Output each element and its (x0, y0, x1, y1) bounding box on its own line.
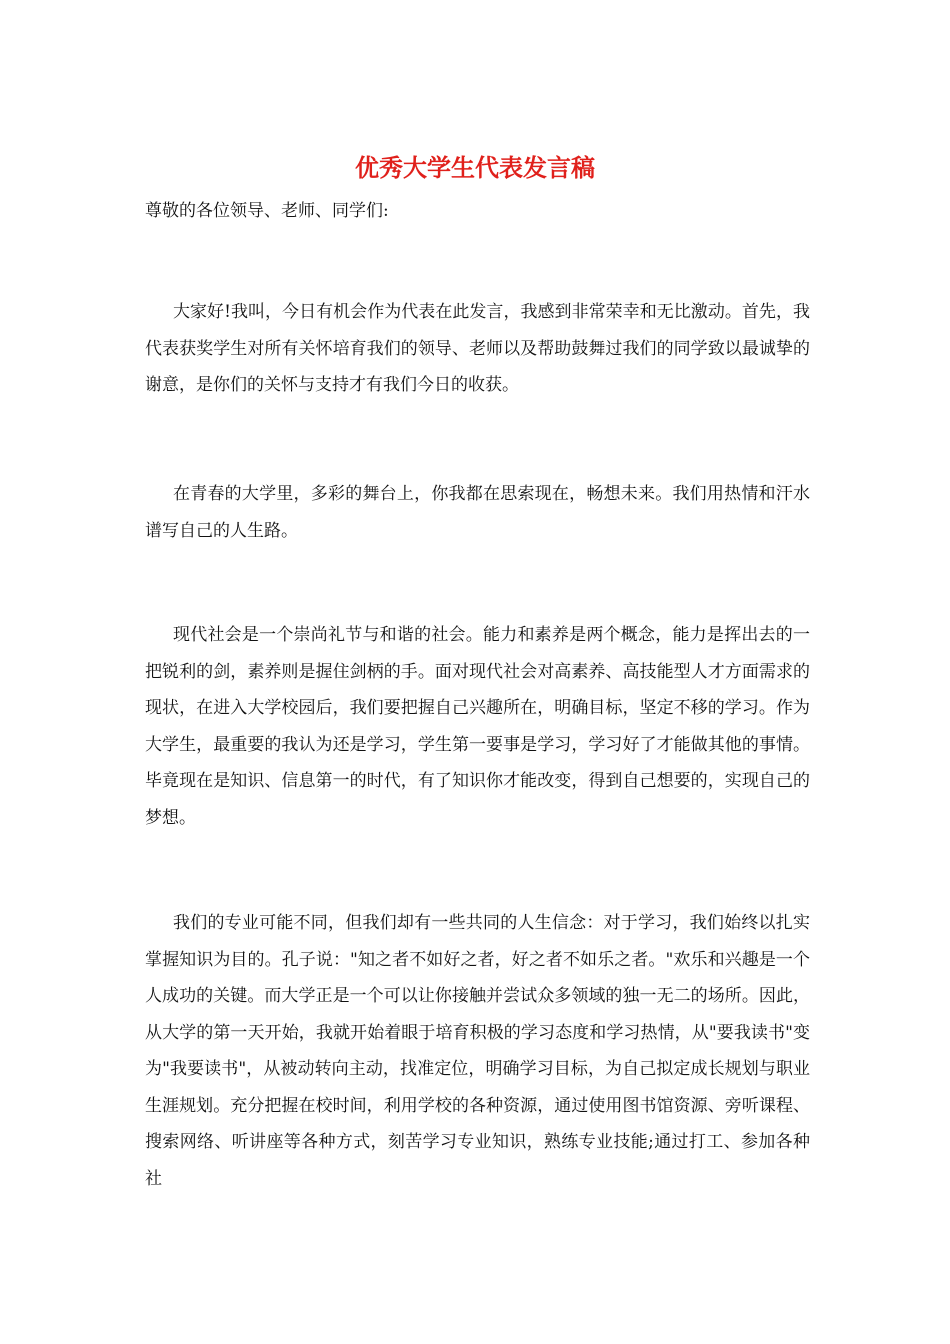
document-title: 优秀大学生代表发言稿 (355, 153, 595, 182)
paragraph-1: 大家好!我叫，今日有机会作为代表在此发言，我感到非常荣幸和无比激动。首先，我代表获奖学生对所有关怀培育我们的领导、老师以及帮助鼓舞过我们的同学致以最诚挚的谢意，是你们的关怀与支持才有我们今日的收获。 (145, 302, 810, 395)
paragraph-4: 我们的专业可能不同，但我们却有一些共同的人生信念：对于学习，我们始终以扎实掌握知识为目的。孔子说："知之者不如好之者，好之者不如乐之者。"欢乐和兴趣是一个人成功的关键。而大学正是一个可以让你接触并尝试众多领域的独一无二的场所。因此，从大学的第一天开始，我就开始着眼于培育积极的学习态度和学习热情，从"要我读书"变为"我要读书"，从被动转向主动，找准定位，明确学习目标，为自己拟定成长规划与职业生涯规划。充分把握在校时间，利用学校的各种资源，通过使用图书馆资源、旁听课程、搜索网络、听讲座等各种方式，刻苦学习专业知识，熟练专业技能;通过打工、参加各种社 (145, 913, 810, 1189)
paragraph-3: 现代社会是一个崇尚礼节与和谐的社会。能力和素养是两个概念，能力是挥出去的一把锐利的剑，素养则是握住剑柄的手。面对现代社会对高素养、高技能型人才方面需求的现状，在进入大学校园后，我们要把握自己兴趣所在，明确目标，坚定不移的学习。作为大学生，最重要的我认为还是学习，学生第一要事是学习，学习好了才能做其他的事情。毕竟现在是知识、信息第一的时代，有了知识你才能改变，得到自己想要的，实现自己的梦想。 (145, 625, 810, 828)
salutation: 尊敬的各位领导、老师、同学们: (145, 201, 389, 221)
paragraph-2: 在青春的大学里，多彩的舞台上，你我都在思索现在，畅想未来。我们用热情和汗水谱写自己的人生路。 (145, 484, 810, 541)
